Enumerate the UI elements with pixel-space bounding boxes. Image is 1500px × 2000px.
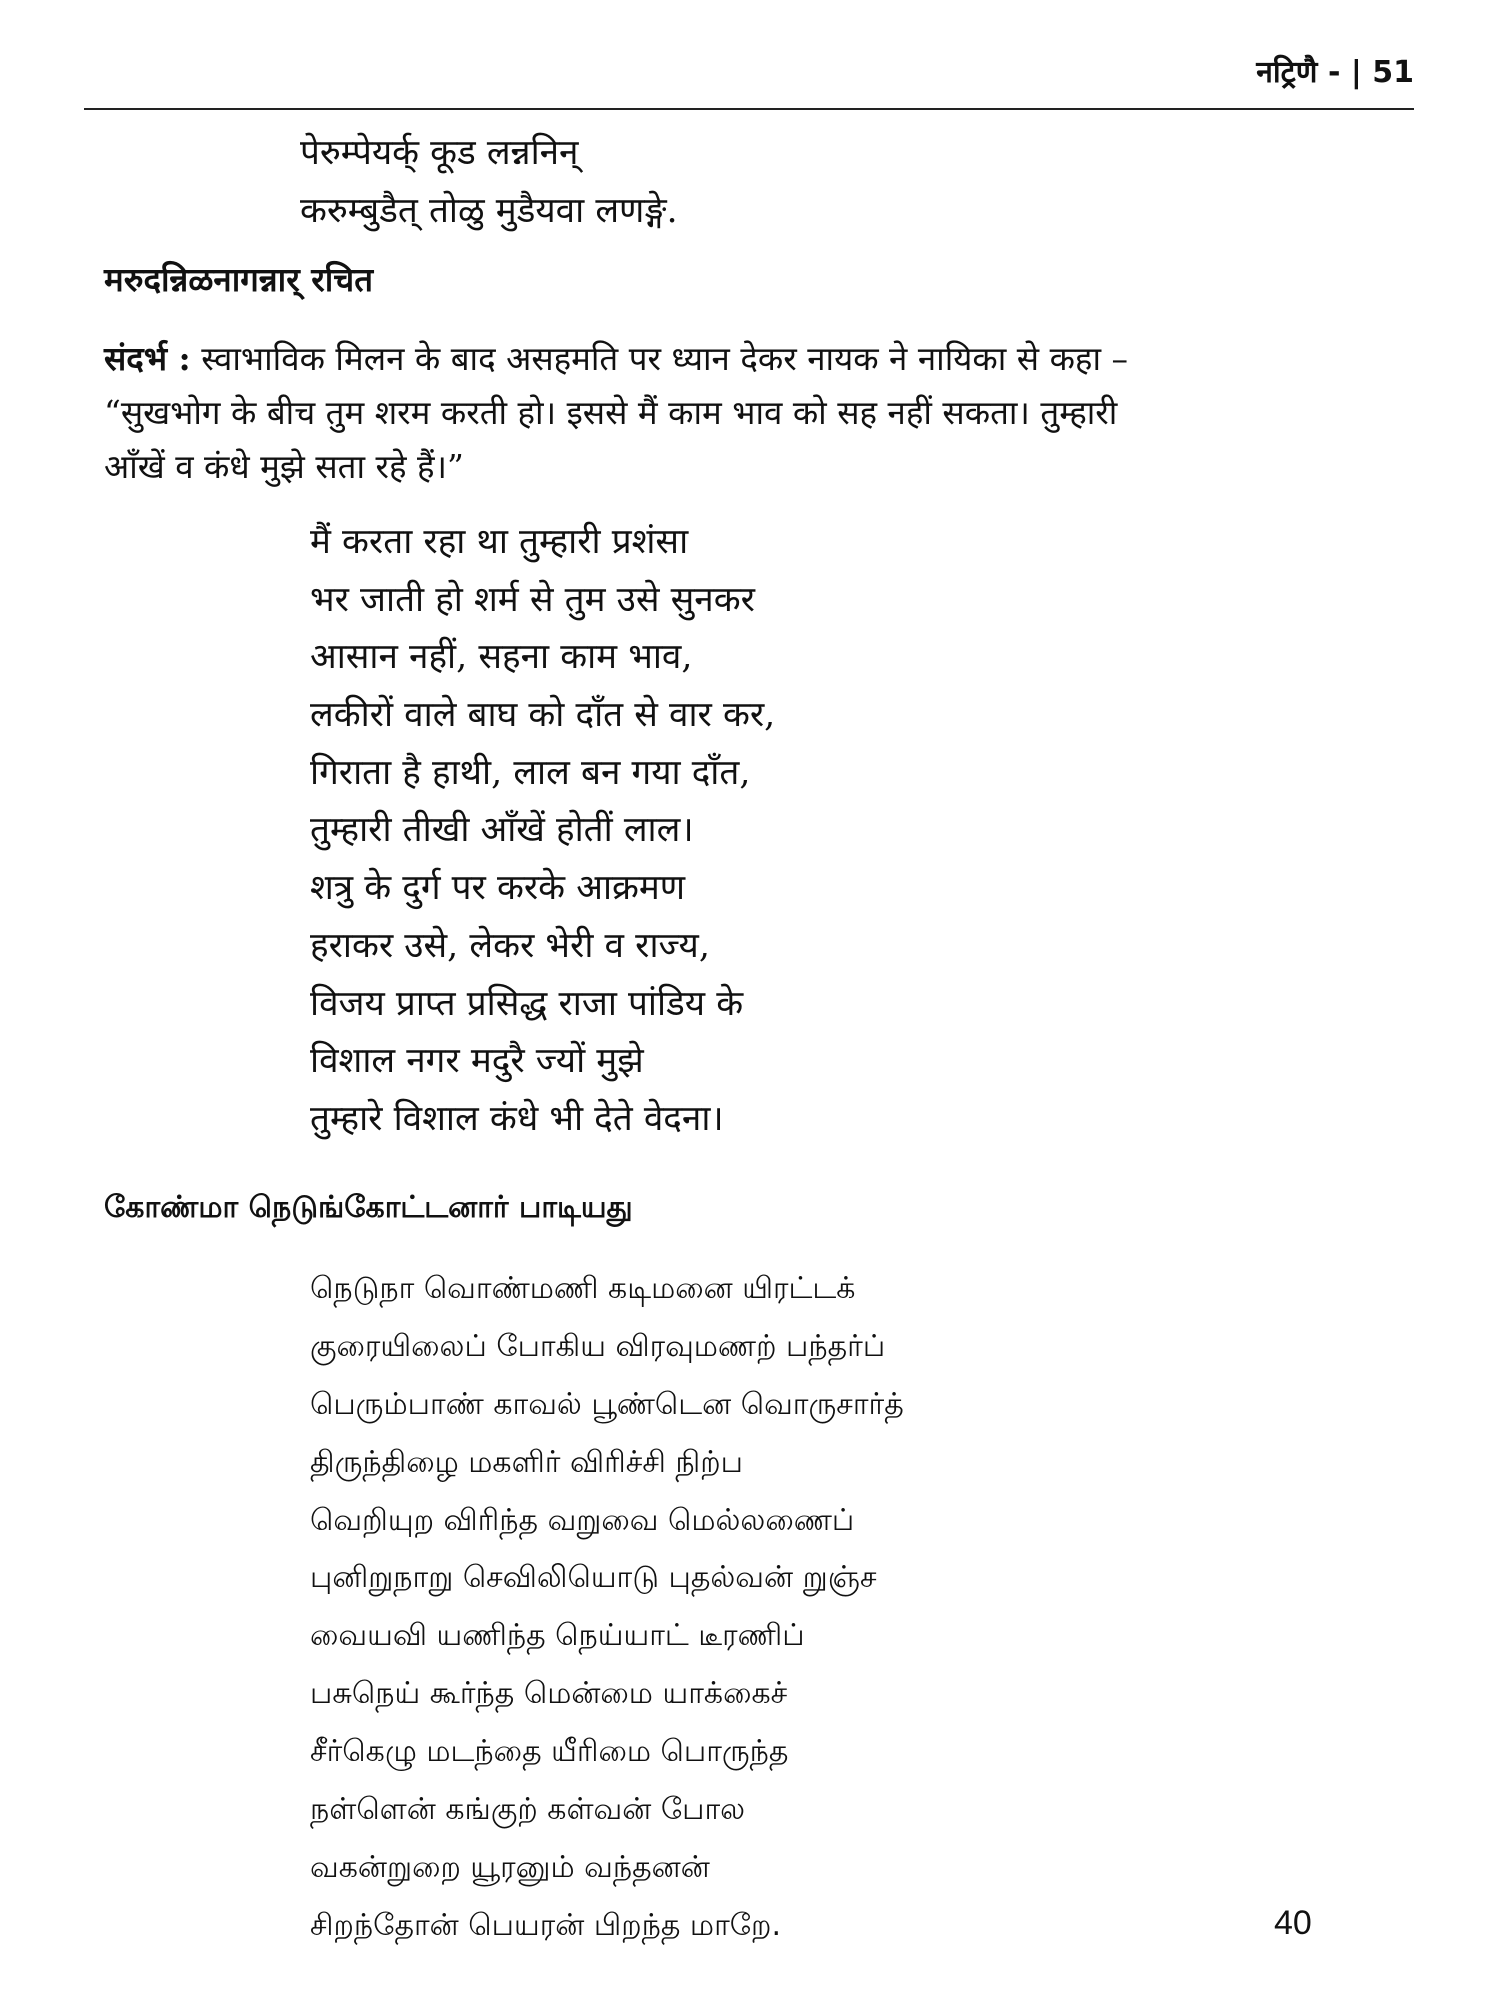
verse-line: வெறியுற விரிந்த வறுவை மெல்லணைப் [310, 1502, 855, 1538]
verse-line: भर जाती हो शर्म से तुम उसे सुनकर [310, 579, 755, 620]
verse-line: பெரும்பாண் காவல் பூண்டென வொருசார்த் [310, 1386, 904, 1422]
verse-line: பசுநெய் கூர்ந்த மென்மை யாக்கைச் [310, 1676, 788, 1712]
context-paragraph [104, 332, 1394, 494]
verse-line: புனிறுநாறு செவிலியொடு புதல்வன் றுஞ்ச [310, 1560, 877, 1596]
verse-line: திருந்திழை மகளிர் விரிச்சி நிற்ப [310, 1444, 743, 1480]
verse-line: குரையிலைப் போகிய விரவுமணற் பந்தர்ப் [310, 1328, 886, 1364]
hindi-section-heading: मरुदन्निळनागन्नार् रचित [104, 260, 374, 299]
verse-line: சிறந்தோன் பெயரன் பிறந்த மாறே. [310, 1907, 782, 1943]
context-line-1 [104, 332, 1394, 386]
verse-line: शत्रु के दुर्ग पर करके आक्रमण [310, 868, 686, 909]
verse-line: मैं करता रहा था तुम्हारी प्रशंसा [310, 522, 689, 562]
verse-line: तुम्हारे विशाल कंधे भी देते वेदना। [310, 1098, 724, 1139]
tamil-section-heading: கோண்மா நெடுங்கோட்டனார் பாடியது [104, 1190, 633, 1225]
verse-line: வகன்றுறை யூரனும் வந்தனன் [310, 1849, 710, 1885]
verse-line: आसान नहीं, सहना काम भाव, [310, 637, 693, 678]
verse-line: विजय प्राप्त प्रसिद्ध राजा पांडिय के [310, 983, 744, 1024]
verse-line: लकीरों वाले बाघ को दाँत से वार कर, [310, 695, 776, 736]
context-line-3: आँखें व कंधे मुझे सता रहे हैं।” [104, 447, 464, 486]
verse-line: करुम्बुडैत् तोळु मुडैयवा लणङ्गे. [300, 191, 678, 231]
hindi-verse [310, 514, 775, 1149]
tamil-verse [310, 1260, 904, 1955]
verse-line: நள்ளென் கங்குற் கள்வன் போல [310, 1792, 746, 1828]
verse-line: हराकर उसे, लेकर भेरी व राज्य, [310, 925, 710, 966]
verse-line: சீர்கெழு மடந்தை யீரிமை பொருந்த [310, 1734, 789, 1770]
running-header: नट्रिणै - | 51 [1256, 55, 1414, 90]
header-rule [84, 108, 1414, 110]
verse-line: तुम्हारी तीखी आँखें होतीं लाल। [310, 810, 694, 851]
verse-line: நெடுநா வொண்மணி கடிமனை யிரட்டக் [310, 1271, 856, 1306]
context-text: स्वाभाविक मिलन के बाद असहमति पर ध्यान देकर नायक ने नायिका से कहा – [201, 339, 1128, 378]
context-line-2: “सुखभोग के बीच तुम शरम करती हो। इससे मैं काम भाव को सह नहीं सकता। तुम्हारी [104, 393, 1118, 432]
verse-line: विशाल नगर मदुरै ज्यों मुझे [310, 1041, 644, 1082]
poem-number: 40 [1274, 1904, 1312, 1942]
verse-line: गिराता है हाथी, लाल बन गया दाँत, [310, 752, 751, 793]
verse-line: पेरुम्पेयर्क् कूड लन्ननिन् [300, 133, 579, 173]
verse-line: வையவி யணிந்த நெய்யாட் டீரணிப் [310, 1618, 805, 1654]
top-verse [300, 124, 678, 240]
context-label: संदर्भ : [104, 339, 191, 378]
